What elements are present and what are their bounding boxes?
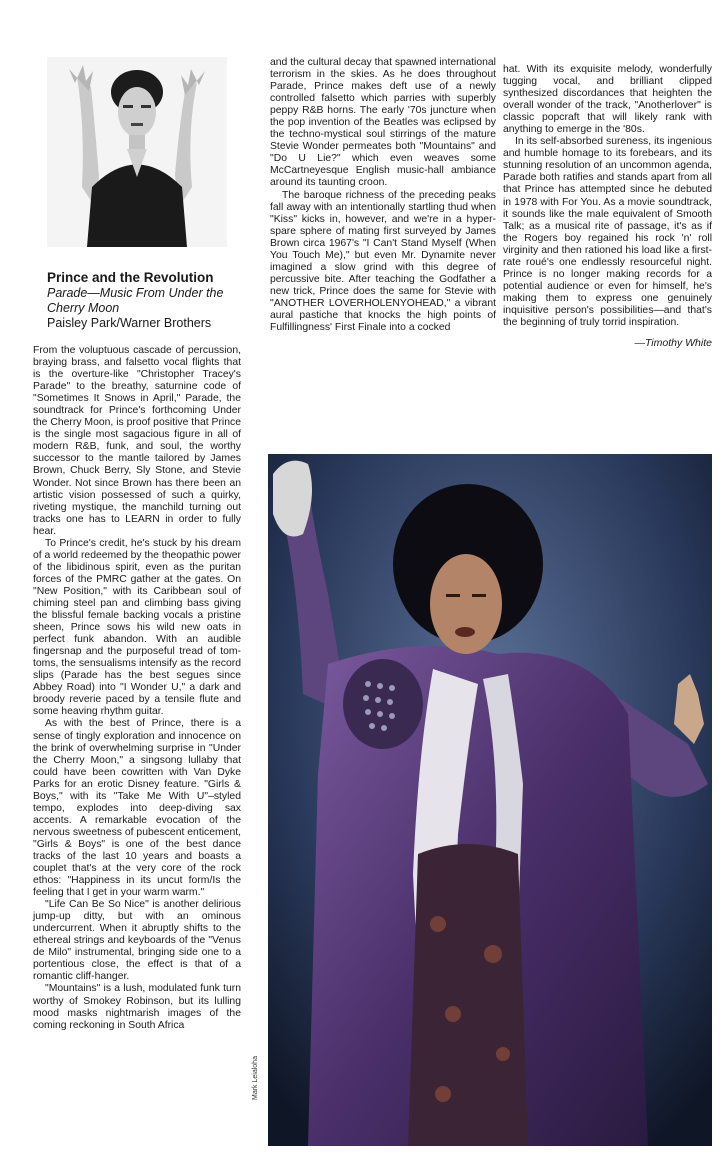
paragraph: The baroque richness of the preceding peaks fall away with an intentionally startling thud when "Kiss" kicks in, however, and we're in a hyper-spare sphere of mating first surveyed by James Brown circa 1967's "I Can't Stand Myself (When You Touch Me)," but even Mr. Dynamite never imagined a slow grind with this degree of percussive bite. After teaching the Godfather a new trick, Prince does the same for Stevie with "ANOTHER LOVERHOLENYOHEAD," a vibrant aural pastiche that knocks the high points of Fulfillingness' First Finale into a cocked [270,189,496,334]
paragraph: hat. With its exquisite melody, wonderfully tugging vocal, and brilliant clipped synthesized discordances that heighten the overall wonder of the track, "Anotherlover" is classic popcraft that will likely rank with anything to emerge in the '80s. [503,64,712,136]
paragraph: and the cultural decay that spawned international terrorism in the skies. As he does throughout Parade, Prince makes deft use of a newly controlled falsetto which parries with superbly peppy R&B horns. The early '70s juncture when the pop invention of the Beatles was eclipsed by the techno-mystical soul stirrings of the mature Stevie Wonder permeates both "Mountains" and "Do U Lie?" which even weaves some McCartneyesque English music-hall ambiance around its taunting croon. [270,57,496,189]
paragraph: To Prince's credit, he's stuck by his dream of a world redeemed by the theopathic power of the libidinous spirit, even as the puritan forces of the PMRC gather at the gates. On "New Position," with its Caribbean soul of chiming steel pan and climbing bass giving the blissful female backing vocals a pristine sheen, Prince sows his wild new oats in perfect funk abandon. With an audible fingersnap and the purposeful tread of tom-toms, the sensualisms intensify as the record slips (Parade has the best segues since Abbey Road) into "I Wonder U," a dark and broody reverie paced by a tensile flute and some heaving rhythm guitar. [33,537,241,718]
text-column-3 [503,64,712,349]
review-header [47,270,257,331]
artist-name: Prince and the Revolution [47,270,214,285]
record-label: Paisley Park/Warner Brothers [47,316,212,330]
paragraph: In its self-absorbed sureness, its ingenious and humble homage to its forebears, and its stunning resolution of an uncommon agenda, Parade both ratifies and stands apart from all that Prince has attempted since he debuted in 1978 with For You. As a movie soundtrack, it sounds like the male equivalent of Smooth Talk; as a musical rite of passage, it's as if the Rogers boy regained his rock 'n' roll virginity and then rationed his load like a first-rate roué's one endlessly resourceful night. Prince is no longer making records for a potential audience or even for himself, he's making them to express one genuinely inquisitive person's possibilities—and that's the beginning of truly torrid inspiration. [503,136,712,328]
album-photo-image [47,57,227,247]
album-title: Parade—Music From Under the Cherry Moon [47,286,224,315]
byline: —Timothy White [634,337,712,350]
paragraph: "Life Can Be So Nice" is another delirious jump-up ditty, but with an ominous undercurrent. When it abruptly shifts to the ethereal strings and keyboards of the "Venus de Milo" instrumental, bringing side one to a portentious close, the effect is that of a romantic cliff-hanger. [33,899,241,983]
paragraph: "Mountains" is a lush, modulated funk turn worthy of Smokey Robinson, but its lulling mood masks nightmarish images of the coming reckoning in South Africa [33,983,241,1031]
album-photo [47,57,227,247]
photo-credit: Mark Leialoha [252,1056,259,1100]
text-column-2 [270,57,496,334]
text-column-1 [33,345,241,1032]
paragraph: As with the best of Prince, there is a sense of tingly exploration and innocence on the brink of overwhelming surprise in "Under the Cherry Moon," a singsong lullaby that could have been cowritten with Van Dyke Parks for an erotic Disney feature. "Girls & Boys," with its "Take Me With U"–styled tempo, explodes into deep-diving sax accents. A remarkable evocation of the nervous sweetness of pubescent enticement, "Girls & Boys" is one of the best dance tracks of the last 10 years and boasts a couplet that's at the very core of the rock ethos: "Happiness in its uncut form/Is the feeling that I get in your warm warm." [33,718,241,899]
concert-photo-image [268,454,712,1146]
concert-photo [268,454,712,1146]
paragraph: From the voluptuous cascade of percussion, braying brass, and falsetto vocal flights that is the overture-like "Christopher Tracey's Parade" to the breathy, saturnine code of "Sometimes It Snows in April," Parade, the soundtrack for Prince's forthcoming Under the Cherry Moon, is proof positive that Prince is the single most sagacious figure in all of modern R&B, funk, and soul, the worthy successor to the mantle tailored by James Brown, Chuck Berry, Sly Stone, and Stevie Wonder. Not since Brown has there been an artistic vision possessed of such a quirky, riveting mystique, the manchild turning out tracks one has to LEARN in order to fully hear. [33,345,241,537]
